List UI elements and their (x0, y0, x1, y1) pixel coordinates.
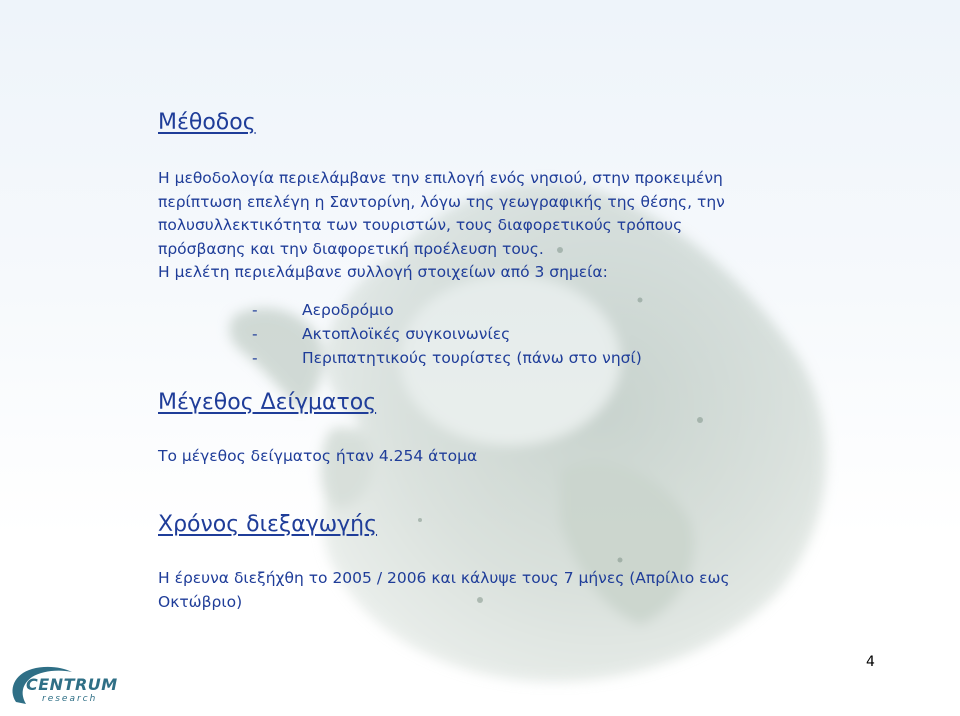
method-line: Η μελέτη περιελάμβανε συλλογή στοιχείων από 3 σημεία: (158, 263, 608, 281)
logo-subtitle: research (42, 694, 98, 704)
period-description (158, 567, 878, 614)
method-line: πολυσυλλεκτικότητα των τουριστών, τους διαφορετικούς τρόπους (158, 216, 683, 234)
list-item-label: Περιπατητικούς τουρίστες (πάνω στο νησί) (302, 349, 642, 367)
list-item-label: Αεροδρόμιο (302, 301, 394, 319)
sample-size-text: Το μέγεθος δείγματος ήταν 4.254 άτομα (158, 447, 478, 465)
collection-points-list (252, 298, 642, 370)
method-line: πρόσβασης και την διαφορετική προέλευση τους. (158, 239, 544, 258)
method-description (158, 167, 858, 285)
list-item (252, 346, 642, 370)
period-heading: Χρόνος διεξαγωγής (158, 512, 378, 537)
period-line: Οκτώβριο) (158, 592, 243, 611)
logo-wordmark: CENTRUM (26, 675, 118, 694)
list-dash: - (252, 349, 258, 367)
list-item (252, 298, 642, 322)
list-dash: - (252, 301, 258, 319)
sample-heading: Μέγεθος Δείγματος (158, 390, 377, 415)
centrum-logo (6, 662, 118, 710)
method-line: περίπτωση επελέγη η Σαντορίνη, λόγω της γεωγραφικής της θέσης, την (158, 192, 725, 211)
period-line: Η έρευνα διεξήχθη το 2005 / 2006 και κάλυψε τους 7 μήνες (Απρίλιο εως (158, 569, 730, 587)
list-item-label: Ακτοπλοϊκές συγκοινωνίες (302, 325, 511, 343)
list-dash: - (252, 325, 258, 343)
method-line: Η μεθοδολογία περιελάμβανε την επιλογή ενός νησιού, στην προκειμένη (158, 169, 723, 187)
list-item (252, 322, 642, 346)
page-number: 4 (866, 654, 875, 670)
method-heading: Μέθοδος (158, 110, 256, 135)
